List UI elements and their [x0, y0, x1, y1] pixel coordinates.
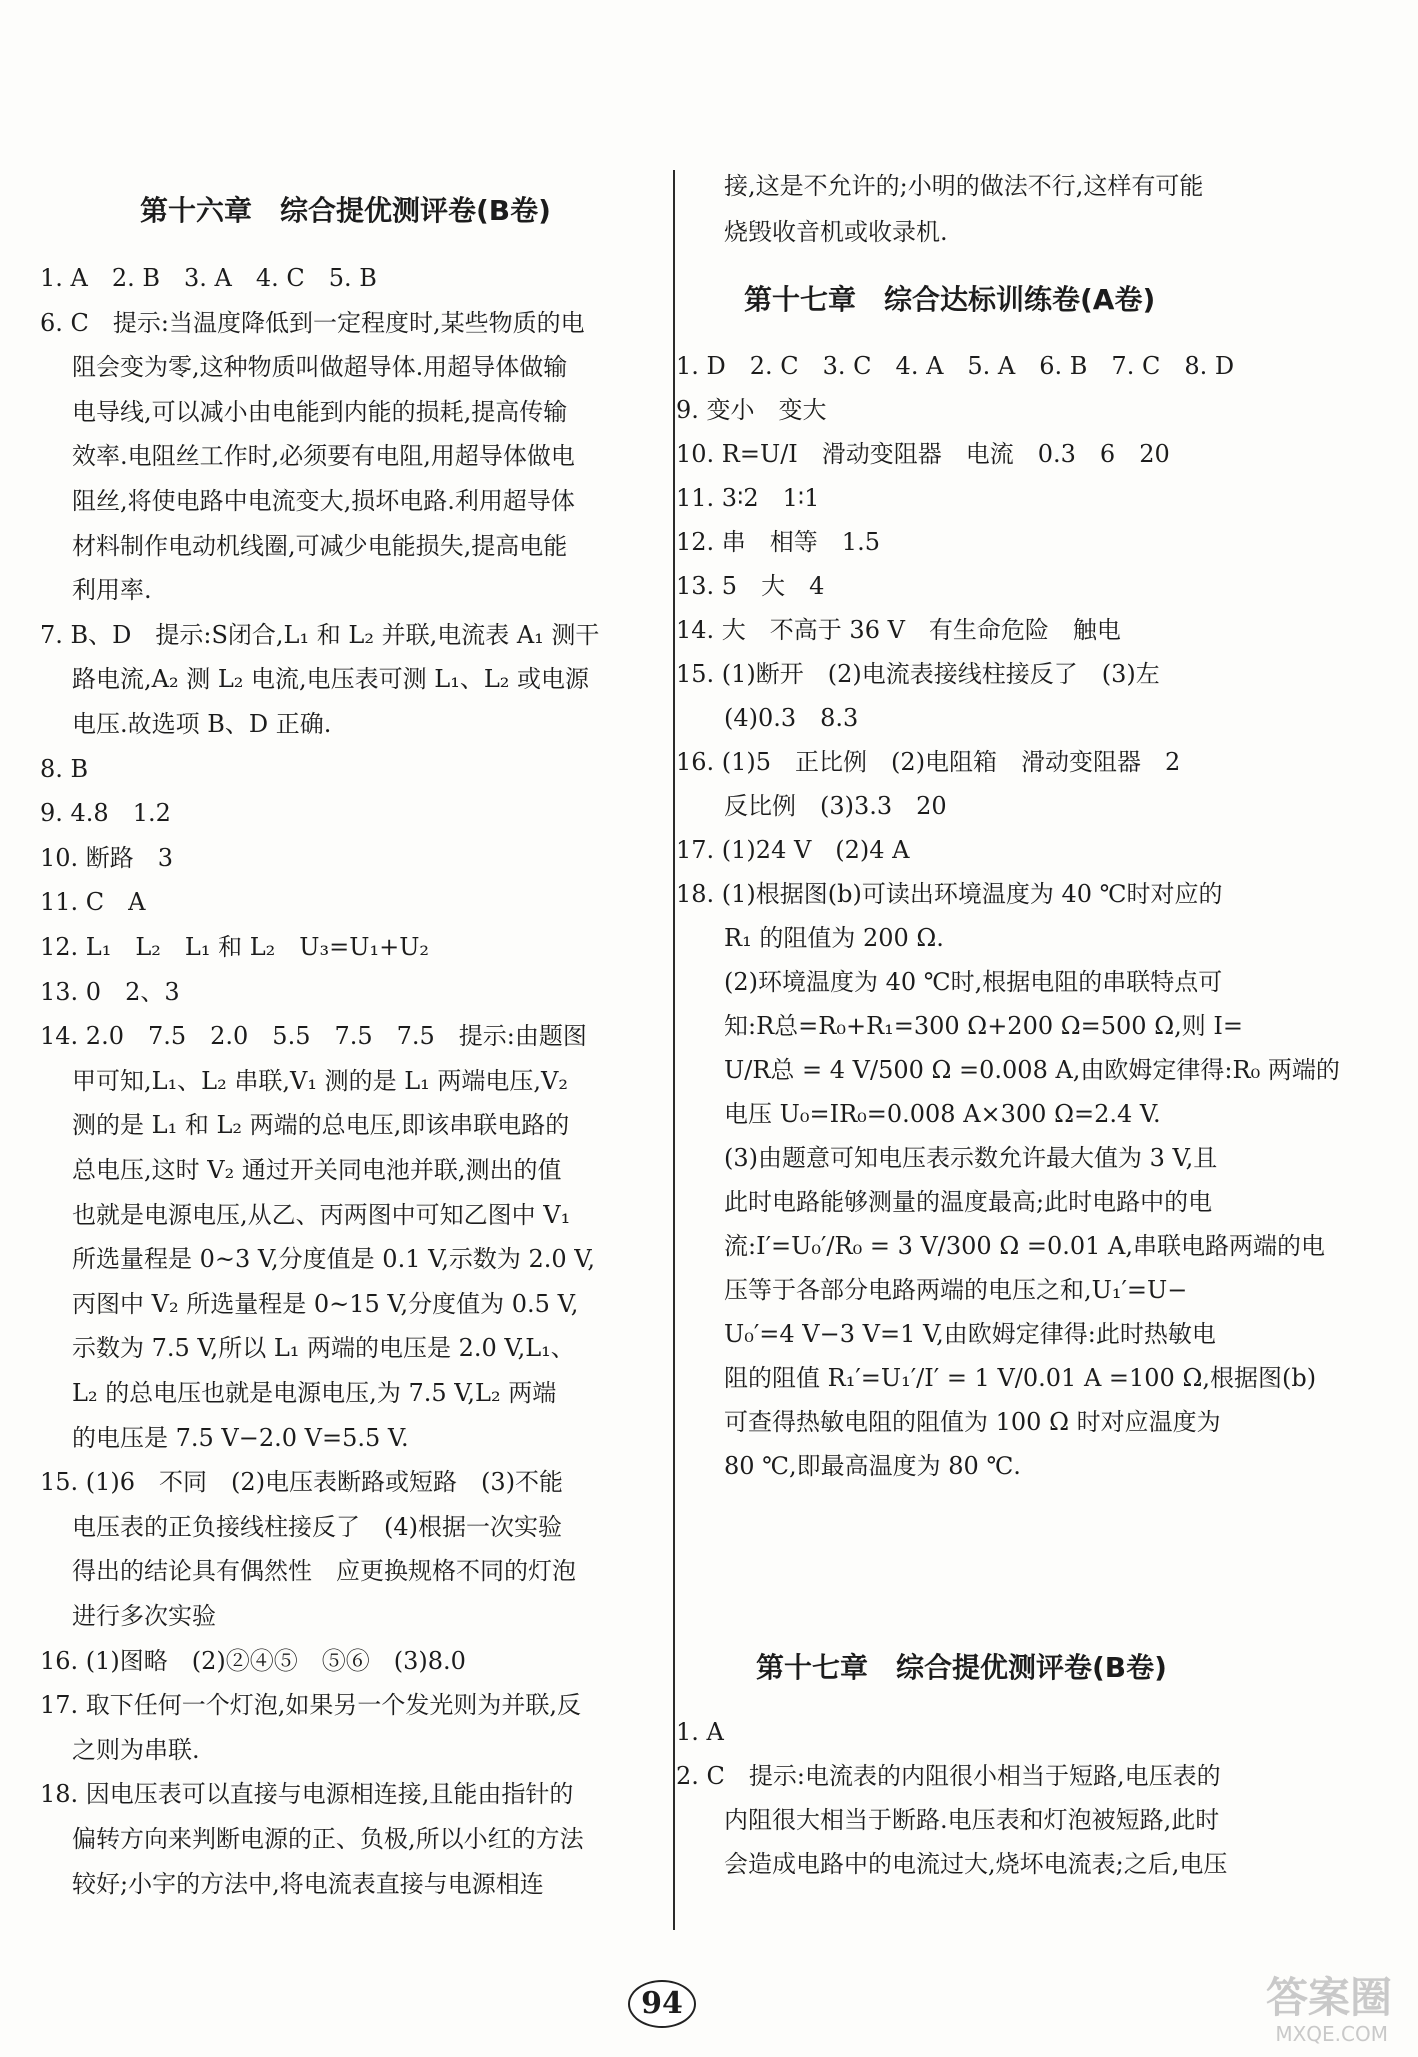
- answer-line: 10. 断路 3: [40, 843, 174, 872]
- answer-line: 电导线,可以减小由电能到内能的损耗,提高传输: [72, 397, 568, 426]
- answer-line: 80 ℃,即最高温度为 80 ℃.: [724, 1452, 1021, 1480]
- answer-line: 偏转方向来判断电源的正、负极,所以小红的方法: [72, 1825, 584, 1853]
- answer-line: 13. 5 大 4: [676, 572, 825, 600]
- answer-line: 内阻很大相当于断路.电压表和灯泡被短路,此时: [724, 1806, 1220, 1834]
- answer-line: (4)0.3 8.3: [724, 704, 859, 732]
- answer-line: 丙图中 V₂ 所选量程是 0~15 V,分度值为 0.5 V,: [72, 1289, 579, 1318]
- answer-line: 12. L₁ L₂ L₁ 和 L₂ U₃=U₁+U₂: [40, 933, 430, 961]
- answer-line: U/R总 = 4 V/500 Ω =0.008 A,由欧姆定律得:R₀ 两端的: [724, 1056, 1340, 1084]
- answer-line: 6. C 提示:当温度降低到一定程度时,某些物质的电: [40, 308, 585, 337]
- answer-line: 14. 大 不高于 36 V 有生命危险 触电: [676, 616, 1121, 644]
- answer-line: 16. (1)图略 (2)②④⑤ ⑤⑥ (3)8.0: [40, 1646, 466, 1675]
- answer-line: 9. 4.8 1.2: [40, 799, 171, 828]
- answer-line: 2. C 提示:电流表的内阻很小相当于短路,电压表的: [676, 1762, 1221, 1790]
- answer-line: 可查得热敏电阻的阻值为 100 Ω 时对应温度为: [724, 1408, 1221, 1436]
- chapter17-b-heading: 第十七章 综合提优测评卷(B卷): [756, 1651, 1167, 1684]
- answer-line: 12. 串 相等 1.5: [676, 528, 880, 556]
- answer-line: R₁ 的阻值为 200 Ω.: [724, 924, 944, 952]
- answer-line: 13. 0 2、3: [40, 977, 180, 1006]
- answer-line: 电压 U₀=IR₀=0.008 A×300 Ω=2.4 V.: [724, 1100, 1161, 1128]
- chapter16-b-heading: 第十六章 综合提优测评卷(B卷): [140, 194, 551, 227]
- answer-line: 得出的结论具有偶然性 应更换规格不同的灯泡: [72, 1557, 576, 1586]
- answer-line: 7. B、D 提示:S闭合,L₁ 和 L₂ 并联,电流表 A₁ 测干: [40, 620, 600, 649]
- answer-line: 1. A: [676, 1718, 724, 1746]
- answer-line: 17. (1)24 V (2)4 A: [676, 836, 910, 864]
- answer-line: 阻的阻值 R₁′=U₁′/I′ = 1 V/0.01 A =100 Ω,根据图(b): [724, 1364, 1317, 1392]
- answer-line: 17. 取下任何一个灯泡,如果另一个发光则为并联,反: [40, 1691, 582, 1720]
- answer-line: 测的是 L₁ 和 L₂ 两端的总电压,即该串联电路的: [72, 1111, 570, 1140]
- watermark-site: MXQE.COM: [1275, 2022, 1388, 2046]
- answer-line: L₂ 的总电压也就是电源电压,为 7.5 V,L₂ 两端: [72, 1379, 557, 1407]
- answer-line: 路电流,A₂ 测 L₂ 电流,电压表可测 L₁、L₂ 或电源: [72, 665, 590, 694]
- answer-line: (2)环境温度为 40 ℃时,根据电阻的串联特点可: [724, 968, 1223, 996]
- answer-line: 1. A 2. B 3. A 4. C 5. B: [40, 264, 377, 292]
- answer-line: 反比例 (3)3.3 20: [724, 792, 947, 820]
- answer-line: 之则为串联.: [72, 1735, 200, 1764]
- answer-line: 所选量程是 0~3 V,分度值是 0.1 V,示数为 2.0 V,: [72, 1245, 596, 1274]
- answer-line: 15. (1)6 不同 (2)电压表断路或短路 (3)不能: [40, 1468, 564, 1497]
- answer-line: 14. 2.0 7.5 2.0 5.5 7.5 7.5 提示:由题图: [40, 1022, 587, 1051]
- answer-line: U₀′=4 V−3 V=1 V,由欧姆定律得:此时热敏电: [724, 1320, 1216, 1348]
- answer-line: 接,这是不允许的;小明的做法不行,这样有可能: [724, 172, 1204, 200]
- answer-line: 流:I′=U₀′/R₀ = 3 V/300 Ω =0.01 A,串联电路两端的电: [724, 1232, 1325, 1260]
- watermark-logo: 答案圈: [1265, 1973, 1392, 2022]
- answer-line: 8. B: [40, 754, 89, 783]
- answer-line: 也就是电源电压,从乙、丙两图中可知乙图中 V₁: [72, 1200, 571, 1229]
- answer-line: 的电压是 7.5 V−2.0 V=5.5 V.: [72, 1423, 409, 1452]
- answer-line: 进行多次实验: [72, 1602, 216, 1630]
- answer-line: 压等于各部分电路两端的电压之和,U₁′=U−: [724, 1276, 1188, 1304]
- answer-line: 18. 因电压表可以直接与电源相连接,且能由指针的: [40, 1780, 574, 1809]
- column-divider: [673, 170, 675, 1930]
- answer-line: 知:R总=R₀+R₁=300 Ω+200 Ω=500 Ω,则 I=: [724, 1012, 1243, 1040]
- answer-line: 9. 变小 变大: [676, 396, 827, 424]
- answer-line: (3)由题意可知电压表示数允许最大值为 3 V,且: [724, 1144, 1218, 1172]
- answer-line: 效率.电阻丝工作时,必须要有电阻,用超导体做电: [72, 442, 575, 471]
- answer-line: 16. (1)5 正比例 (2)电阻箱 滑动变阻器 2: [676, 748, 1181, 776]
- answer-line: 11. 3∶2 1∶1: [676, 484, 820, 512]
- answer-line: 阻会变为零,这种物质叫做超导体.用超导体做输: [72, 353, 568, 382]
- answer-line: 15. (1)断开 (2)电流表接线柱接反了 (3)左: [676, 660, 1160, 688]
- answer-line: 烧毁收音机或收录机.: [724, 218, 948, 246]
- answer-line: 甲可知,L₁、L₂ 串联,V₁ 测的是 L₁ 两端电压,V₂: [72, 1066, 568, 1095]
- answer-line: 示数为 7.5 V,所以 L₁ 两端的电压是 2.0 V,L₁、: [72, 1334, 575, 1363]
- answer-line: 11. C A: [40, 888, 146, 917]
- chapter17-a-heading: 第十七章 综合达标训练卷(A卷): [744, 283, 1156, 316]
- answer-line: 1. D 2. C 3. C 4. A 5. A 6. B 7. C 8. D: [676, 352, 1235, 380]
- answer-line: 阻丝,将使电路中电流变大,损坏电路.利用超导体: [72, 487, 575, 515]
- page-number: 94: [628, 1980, 696, 2028]
- answer-line: 18. (1)根据图(b)可读出环境温度为 40 ℃时对应的: [676, 880, 1223, 908]
- answer-line: 电压.故选项 B、D 正确.: [72, 710, 332, 738]
- answer-line: 会造成电路中的电流过大,烧坏电流表;之后,电压: [724, 1850, 1228, 1878]
- answer-line: 10. R=U/I 滑动变阻器 电流 0.3 6 20: [676, 440, 1170, 468]
- answer-line: 利用率.: [72, 576, 152, 605]
- answer-line: 此时电路能够测量的温度最高;此时电路中的电: [724, 1188, 1213, 1216]
- answer-line: 较好;小宇的方法中,将电流表直接与电源相连: [72, 1869, 544, 1898]
- answer-line: 材料制作电动机线圈,可减少电能损失,提高电能: [72, 531, 568, 560]
- answer-line: 总电压,这时 V₂ 通过开关同电池并联,测出的值: [72, 1156, 562, 1184]
- answer-line: 电压表的正负接线柱接反了 (4)根据一次实验: [72, 1512, 562, 1541]
